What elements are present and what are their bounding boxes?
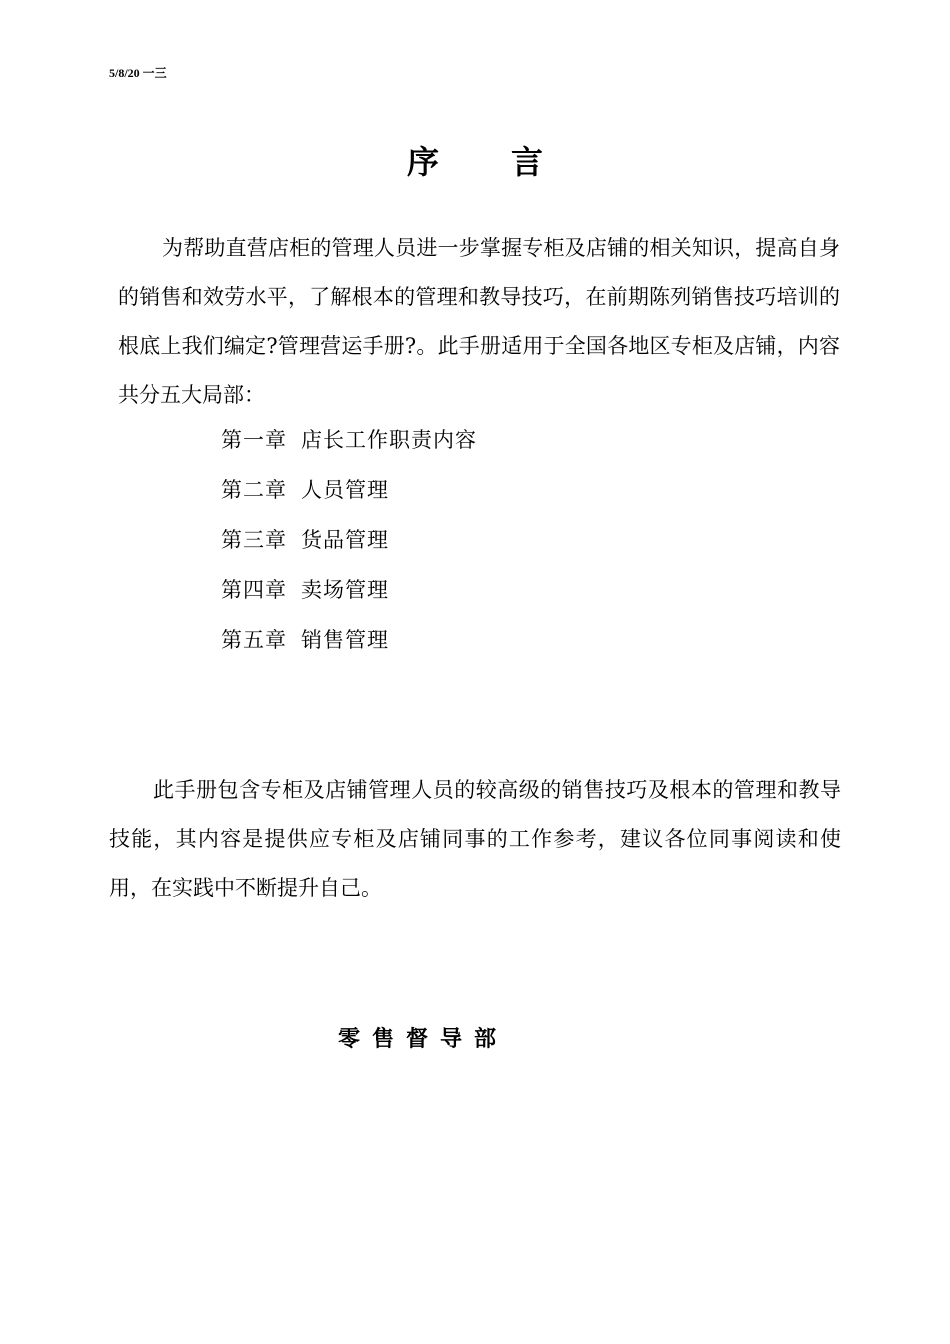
title-char-1: 序: [406, 143, 439, 181]
chapter-number: 第三章: [221, 528, 287, 552]
header-date: 5/8/20 一三: [109, 66, 167, 80]
chapter-number: 第二章: [221, 478, 287, 502]
chapter-item: [221, 520, 477, 570]
closing-paragraph: 此手册包含专柜及店铺管理人员的较高级的销售技巧及根本的管理和教导技能，其内容是提供应专柜及店铺同事的工作参考，建议各位同事阅读和使用，在实践中不断提升自己。: [109, 778, 841, 900]
chapter-title: 货品管理: [301, 528, 389, 552]
chapter-number: 第一章: [221, 428, 287, 452]
chapter-title: 销售管理: [301, 628, 389, 652]
title-char-2: 言: [511, 143, 544, 181]
chapter-item: [221, 620, 477, 670]
chapter-number: 第四章: [221, 578, 287, 602]
chapter-item: [221, 470, 477, 520]
chapter-list: [221, 420, 477, 670]
signature-department: 零售督导部: [338, 1026, 509, 1052]
intro-paragraph: 为帮助直营店柜的管理人员进一步掌握专柜及店铺的相关知识，提高自身的销售和效劳水平，了解根本的管理和教导技巧，在前期陈列销售技巧培训的根底上我们编定?管理营运手册?。此手册适用于全国各地区专柜及店铺，内容共分五大局部：: [118, 236, 840, 407]
chapter-item: [221, 570, 477, 620]
chapter-number: 第五章: [221, 628, 287, 652]
chapter-title: 人员管理: [301, 478, 389, 502]
chapter-title: 卖场管理: [301, 578, 389, 602]
chapter-item: [221, 420, 477, 470]
page-title: [0, 140, 950, 184]
chapter-title: 店长工作职责内容: [301, 428, 477, 452]
